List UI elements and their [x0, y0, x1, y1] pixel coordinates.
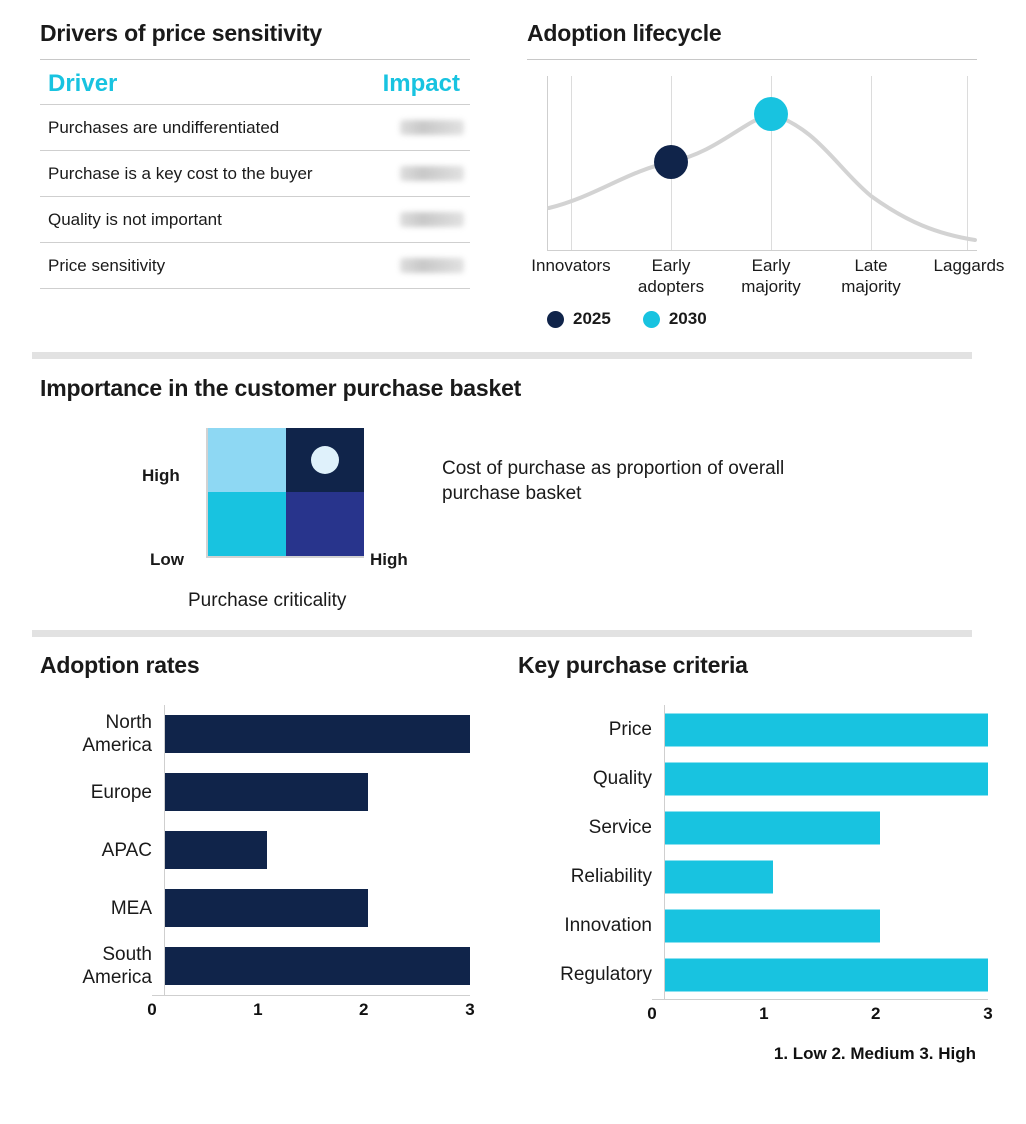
bar-row: [40, 937, 470, 995]
chart-baseline: [547, 250, 977, 251]
axis-track: [647, 999, 993, 1026]
panel-drivers-of-price-sensitivity: [40, 20, 470, 289]
adoption-rates-bar-chart: [40, 705, 475, 1022]
driver-label: Quality is not important: [48, 209, 222, 229]
title-divider: [527, 59, 977, 60]
bar-row: [518, 803, 988, 852]
section-separator-2: [32, 630, 972, 637]
impact-value-redacted: [400, 166, 464, 181]
panel-title-drivers: Drivers of price sensitivity: [40, 20, 323, 46]
axis-tick-0: 0: [647, 1004, 657, 1023]
bar-value: [165, 773, 368, 811]
bar-row: [518, 754, 988, 803]
bar-category-label: Regulatory: [560, 964, 652, 985]
axis-tick-3: 3: [465, 1000, 475, 1019]
x-label-laggards: Laggards: [933, 256, 1005, 275]
bar-row: [518, 705, 988, 754]
panel-adoption-lifecycle: [527, 20, 1005, 329]
bar-value: [165, 715, 470, 753]
column-header-driver: Driver: [48, 70, 118, 97]
bar-track: [664, 901, 988, 950]
bar-row: [518, 901, 988, 950]
table-row: [40, 196, 470, 242]
bar-row: [40, 821, 470, 879]
bar-value: [165, 947, 470, 985]
legend-item-2025: [547, 309, 611, 329]
bar-track: [164, 763, 470, 821]
bar-value: [665, 713, 988, 746]
x-label-late-majority: Late majority: [841, 256, 901, 296]
bar-track: [664, 754, 988, 803]
bar-category-label: MEA: [110, 897, 152, 919]
importance-matrix-chart: [40, 428, 980, 648]
bar-category-label: Service: [588, 817, 652, 838]
impact-value-redacted: [400, 120, 464, 135]
bar-track: [664, 852, 988, 901]
lifecycle-curve: [527, 76, 977, 251]
bar-value: [665, 811, 880, 844]
matrix-highlight-dot-icon: [311, 446, 339, 474]
bar-value: [165, 831, 267, 869]
table-row: [40, 104, 470, 150]
bar-category-label: Price: [608, 719, 652, 740]
marker-2025: [654, 145, 688, 179]
bar-category-label: APAC: [101, 839, 152, 861]
quadrant-low-cost-low-criticality: [208, 492, 286, 556]
axis-tick-0: 0: [147, 1000, 157, 1019]
legend-label: 2030: [668, 309, 707, 328]
panel-importance-in-purchase-basket: [40, 375, 980, 648]
panel-title-key-purchase-criteria: Key purchase criteria: [518, 652, 748, 678]
scale-legend-note: 1. Low 2. Medium 3. High: [773, 1044, 976, 1063]
bar-category-label: Innovation: [564, 915, 652, 936]
section-separator-1: [32, 352, 972, 359]
x-label-innovators: Innovators: [531, 256, 611, 275]
panel-title-importance: Importance in the customer purchase basket: [40, 375, 522, 401]
lifecycle-category-labels: [527, 255, 1005, 301]
bar-value: [665, 909, 880, 942]
axis-tick-1: 1: [253, 1000, 263, 1019]
two-by-two-matrix: [206, 428, 364, 558]
bar-value: [665, 762, 988, 795]
bar-value: [665, 958, 988, 991]
bar-row: [518, 950, 988, 999]
driver-label: Purchase is a key cost to the buyer: [48, 163, 313, 183]
quadrant-low-cost-high-criticality: [286, 492, 364, 556]
axis-track: [147, 995, 475, 1022]
bar-track: [164, 879, 470, 937]
legend-swatch-icon: [547, 311, 564, 328]
bar-category-label: South America: [82, 944, 152, 988]
legend-label: 2025: [573, 309, 611, 328]
bar-value: [165, 889, 368, 927]
impact-value-redacted: [400, 212, 464, 227]
x-axis-label-high: High: [370, 550, 408, 569]
x-label-early-adopters: Early adopters: [637, 256, 705, 296]
x-axis: [40, 995, 475, 1022]
y-axis-label-high: High: [142, 466, 180, 485]
y-axis-label-low: Low: [150, 550, 184, 569]
bar-track: [164, 821, 470, 879]
axis-tick-3: 3: [983, 1004, 993, 1023]
impact-value-redacted: [400, 258, 464, 273]
axis-tick-2: 2: [359, 1000, 369, 1019]
panel-title-lifecycle: Adoption lifecycle: [527, 20, 722, 46]
bar-row: [40, 763, 470, 821]
panel-adoption-rates: [40, 652, 475, 1022]
panel-key-purchase-criteria: [518, 652, 993, 1064]
bar-category-label: Quality: [592, 768, 652, 789]
bar-category-label: North America: [82, 712, 152, 756]
lifecycle-chart: [527, 76, 977, 251]
matrix-y-axis-description: Cost of purchase as proportion of overall purchase basket: [442, 458, 785, 504]
bar-track: [164, 937, 470, 995]
table-row: [40, 242, 470, 289]
bar-value: [665, 860, 773, 893]
bar-track: [664, 950, 988, 999]
quadrant-high-cost-low-criticality: [208, 428, 286, 492]
panel-title-adoption-rates: Adoption rates: [40, 652, 200, 678]
table-row: [40, 150, 470, 196]
bar-row: [518, 852, 988, 901]
key-purchase-criteria-bar-chart: [518, 705, 993, 1064]
quadrant-high-cost-high-criticality: [286, 428, 364, 492]
matrix-x-axis-title: Purchase criticality: [188, 590, 347, 611]
legend-item-2030: [643, 309, 707, 329]
lifecycle-legend: [547, 309, 977, 329]
bar-row: [40, 879, 470, 937]
bar-track: [164, 705, 470, 763]
legend-swatch-icon: [643, 311, 660, 328]
driver-label: Purchases are undifferentiated: [48, 117, 280, 137]
axis-tick-1: 1: [759, 1004, 769, 1023]
marker-2030: [754, 97, 788, 131]
x-label-early-majority: Early majority: [741, 256, 801, 296]
driver-label: Price sensitivity: [48, 255, 166, 275]
drivers-table-header: [40, 60, 470, 104]
bar-track: [664, 705, 988, 754]
bar-track: [664, 803, 988, 852]
bar-category-label: Europe: [90, 781, 152, 803]
bar-row: [40, 705, 470, 763]
x-axis: [518, 999, 993, 1026]
column-header-impact: Impact: [382, 70, 460, 97]
axis-tick-2: 2: [871, 1004, 881, 1023]
bar-category-label: Reliability: [570, 866, 652, 887]
